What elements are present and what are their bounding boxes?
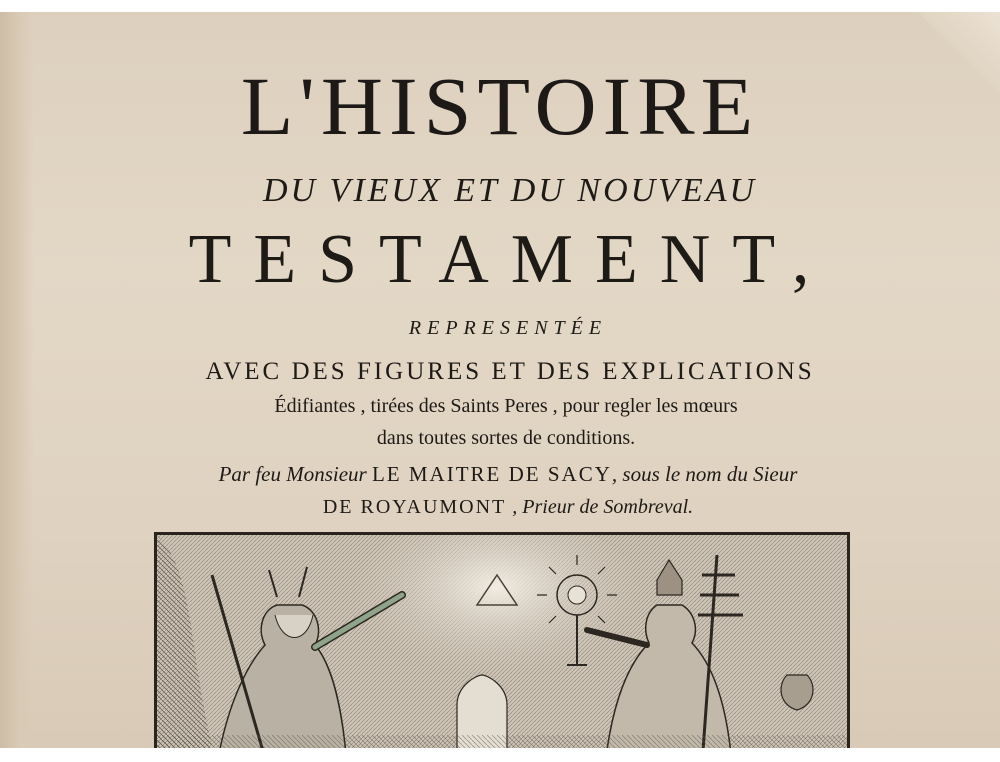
- title-testament: TESTAMENT,: [188, 221, 832, 298]
- author-prefix: Par feu Monsieur: [218, 462, 367, 486]
- pseudonym-name: DE ROYAUMONT: [322, 496, 507, 518]
- frontispiece-engraving: [154, 532, 850, 748]
- subtitle-conditions: dans toutes sortes de conditions.: [376, 427, 636, 449]
- engraving-illustration: [157, 535, 847, 748]
- subtitle-figures: AVEC DES FIGURES ET DES EXPLICATIONS: [205, 358, 815, 385]
- title-histoire: L'HISTOIRE: [240, 59, 760, 153]
- title-vieux-nouveau: DU VIEUX ET DU NOUVEAU: [262, 172, 758, 209]
- author-name: LE MAITRE DE SACY: [371, 462, 612, 486]
- subtitle-representee: REPRESENTÉE: [408, 317, 608, 339]
- author-suffix: , sous le nom du Sieur: [611, 462, 798, 486]
- book-title-page: [0, 12, 1000, 748]
- pseudonym-suffix: , Prieur de Sombreval.: [512, 496, 694, 518]
- subtitle-edifiantes: Édifiantes , tirées des Saints Peres , pour regler les mœurs: [274, 395, 738, 417]
- author-line: [8, 462, 1000, 487]
- author-line-2: [8, 496, 1000, 519]
